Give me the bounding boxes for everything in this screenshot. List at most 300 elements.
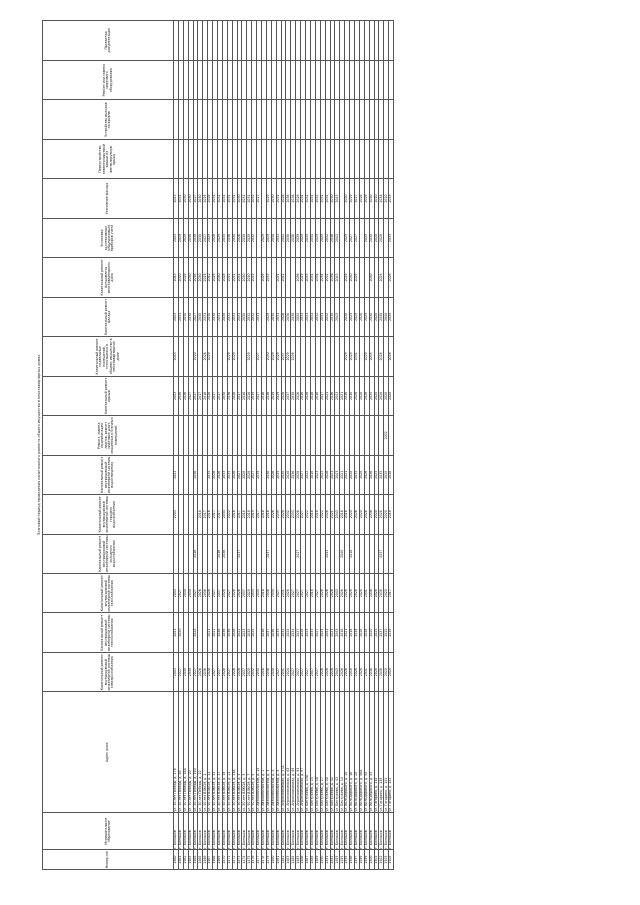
row-year-cell: 2030 bbox=[198, 297, 203, 336]
row-year-cell: 2022 bbox=[320, 495, 325, 534]
row-year-cell: 2038 bbox=[178, 376, 183, 415]
row-year-cell: 2029 bbox=[364, 337, 369, 376]
row-year-cell: 2037 bbox=[379, 613, 384, 652]
row-year-cell: 2027 bbox=[257, 179, 262, 218]
row-year-cell: 2018 bbox=[350, 534, 355, 573]
row-year-cell: 2031 bbox=[301, 179, 306, 218]
row-year-cell: 2037 bbox=[218, 652, 223, 691]
row-year-cell: 2029 bbox=[208, 218, 213, 257]
row-year-cell: 2042 bbox=[208, 258, 213, 297]
row-year-cell: 2026 bbox=[325, 455, 330, 494]
row-number: 1500 bbox=[369, 850, 374, 870]
row-year-cell: 2027 bbox=[301, 573, 306, 612]
row-address: ул. 50 лет ВЛКСМ, д. 9 bbox=[252, 692, 257, 813]
row-address: ул. Агрономическая, д. 65 bbox=[291, 692, 296, 813]
row-year-cell: 2027 bbox=[257, 337, 262, 376]
row-year-cell: 2027 bbox=[296, 652, 301, 691]
row-year-cell: 2021 bbox=[330, 613, 335, 652]
row-year-cell: 2028 bbox=[242, 455, 247, 494]
row-year-cell: 2029 bbox=[247, 218, 252, 257]
row-year-cell: 2021 bbox=[325, 376, 330, 415]
row-year-cell bbox=[389, 416, 394, 455]
row-municipality: г. Балашов bbox=[354, 813, 359, 850]
row-number: 1487 bbox=[306, 850, 311, 870]
row-municipality: г. Балашов bbox=[359, 813, 364, 850]
row-number: 1486 bbox=[301, 850, 306, 870]
row-address: ул. 30 лет Победы, д. 176 bbox=[174, 692, 179, 813]
row-year-cell: 2016 bbox=[262, 376, 267, 415]
row-address: ул. 30 лет Победы, д. 22 bbox=[198, 692, 203, 813]
row-year-cell: 2030 bbox=[369, 218, 374, 257]
row-year-cell: 2016 bbox=[345, 495, 350, 534]
row-year-cell: 2043 bbox=[174, 652, 179, 691]
row-municipality: г. Балашов bbox=[350, 813, 355, 850]
row-number: 1462 bbox=[183, 850, 188, 870]
row-year-cell: 2029 bbox=[286, 337, 291, 376]
row-year-cell: 2032 bbox=[325, 218, 330, 257]
row-year-cell: 2028 bbox=[359, 573, 364, 612]
row-year-cell: 2029 bbox=[218, 218, 223, 257]
header-work-5: Капитальный ремонт внутридомовой инженерной системы горячего водоснабжения bbox=[43, 495, 174, 534]
row-address: ул. 50 лет ВЛКСМ, д. 5 bbox=[242, 692, 247, 813]
row-year-cell: 2032 bbox=[325, 297, 330, 336]
row-year-cell: 2030 bbox=[271, 297, 276, 336]
row-municipality: г. Балашов bbox=[335, 813, 340, 850]
row-year-cell: 2030 bbox=[330, 297, 335, 336]
row-year-cell: 2024 bbox=[286, 652, 291, 691]
row-year-cell: 2027 bbox=[203, 218, 208, 257]
row-year-cell: 2032 bbox=[252, 179, 257, 218]
row-year-cell: 2039 bbox=[276, 495, 281, 534]
row-year-cell: 2036 bbox=[222, 534, 227, 573]
row-year-cell: 2026 bbox=[281, 179, 286, 218]
row-year-cell: 2028 bbox=[296, 455, 301, 494]
row-year-cell: 2043 bbox=[174, 258, 179, 297]
row-number: 1471 bbox=[227, 850, 232, 870]
row-year-cell: 2016 bbox=[203, 376, 208, 415]
row-year-cell: 2033 bbox=[266, 258, 271, 297]
row-address: ул. 40 лет ВЛКСМ, д. 11 bbox=[208, 692, 213, 813]
row-municipality: г. Балашов bbox=[345, 813, 350, 850]
row-year-cell: 2016 bbox=[232, 495, 237, 534]
row-year-cell: 2029 bbox=[262, 258, 267, 297]
row-year-cell: 2038 bbox=[379, 179, 384, 218]
row-municipality: г. Балашов bbox=[257, 813, 262, 850]
row-address: ул. Автомобилистов, д. 4 bbox=[271, 692, 276, 813]
row-year-cell: 2017 bbox=[198, 376, 203, 415]
row-year-cell: 2021 bbox=[330, 495, 335, 534]
row-municipality: г. Балашов bbox=[315, 813, 320, 850]
row-year-cell: 2026 bbox=[198, 652, 203, 691]
row-year-cell: 2023 bbox=[242, 613, 247, 652]
row-year-cell: 2016 bbox=[218, 534, 223, 573]
row-year-cell: 2028 bbox=[222, 652, 227, 691]
row-year-cell: 2031 bbox=[232, 258, 237, 297]
row-municipality: г. Балашов bbox=[198, 813, 203, 850]
row-address: ул. Гагарина, д. 152 bbox=[389, 692, 394, 813]
row-year-cell: 2026 bbox=[354, 495, 359, 534]
row-year-cell: 2036 bbox=[227, 613, 232, 652]
row-year-cell: 2016 bbox=[262, 495, 267, 534]
row-year-cell: 2040 bbox=[340, 534, 345, 573]
row-address: ул. 40 лет ВЛКСМ, д. 17 bbox=[218, 692, 223, 813]
row-year-cell: 2034 bbox=[315, 258, 320, 297]
row-year-cell: 2031 bbox=[310, 179, 315, 218]
row-year-cell: 2020 bbox=[374, 297, 379, 336]
row-year-cell: 2038 bbox=[286, 218, 291, 257]
row-year-cell: 2036 bbox=[369, 455, 374, 494]
row-year-cell: 2031 bbox=[310, 218, 315, 257]
row-number: 1472 bbox=[232, 850, 237, 870]
row-number: 1483 bbox=[286, 850, 291, 870]
row-year-cell: 2026 bbox=[354, 376, 359, 415]
row-number: 1496 bbox=[350, 850, 355, 870]
row-number: 1461 bbox=[178, 850, 183, 870]
row-year-cell: 2043 bbox=[335, 297, 340, 336]
row-year-cell: 2027 bbox=[257, 376, 262, 415]
row-year-cell: 2029 bbox=[345, 258, 350, 297]
row-year-cell: 2020 bbox=[384, 179, 389, 218]
row-year-cell: 2028 bbox=[222, 258, 227, 297]
row-year-cell: 2027 bbox=[178, 652, 183, 691]
row-year-cell: 2030 bbox=[183, 652, 188, 691]
row-year-cell: 2032 bbox=[247, 297, 252, 336]
row-year-cell: 2036 bbox=[227, 376, 232, 415]
row-year-cell: 2018 bbox=[315, 495, 320, 534]
row-address: ул. Автомобилистов, д. 3 bbox=[266, 692, 271, 813]
row-year-cell: 2029 bbox=[320, 218, 325, 257]
header-work-6: Капитальный ремонт внутридомовой инженерной системы водоотведения bbox=[43, 455, 174, 494]
row-year-cell: 2030 bbox=[271, 179, 276, 218]
row-number: 1489 bbox=[315, 850, 320, 870]
row-year-cell: 2035 bbox=[369, 376, 374, 415]
row-year-cell: 2031 bbox=[325, 179, 330, 218]
row-year-cell: 2029 bbox=[276, 376, 281, 415]
row-year-cell: 2030 bbox=[188, 179, 193, 218]
row-address: ул. Бестужева, д. 16 bbox=[315, 692, 320, 813]
row-year-cell: 2016 bbox=[193, 534, 198, 573]
row-year-cell: 2026 bbox=[232, 613, 237, 652]
row-number: 1464 bbox=[193, 850, 198, 870]
row-year-cell: 2017 bbox=[320, 376, 325, 415]
row-year-cell: 2020 bbox=[384, 613, 389, 652]
row-year-cell: 2022 bbox=[306, 495, 311, 534]
row-year-cell: 2036 bbox=[183, 376, 188, 415]
row-year-cell: 2027 bbox=[178, 573, 183, 612]
row-year-cell: 2031 bbox=[237, 258, 242, 297]
row-address: ул. 50 лет ВЛКСМ, д. 7 bbox=[247, 692, 252, 813]
row-year-cell: 2030 bbox=[271, 218, 276, 257]
row-address: ул. Володарского, д. 53 bbox=[369, 692, 374, 813]
row-year-cell: 2027 bbox=[193, 179, 198, 218]
row-year-cell bbox=[389, 100, 394, 139]
row-address: ул. Бестужева, д. 13А bbox=[306, 692, 311, 813]
row-municipality: г. Балашов bbox=[247, 813, 252, 850]
row-year-cell: 2032 bbox=[315, 297, 320, 336]
row-year-cell: 2031 bbox=[213, 179, 218, 218]
row-year-cell: 2021 bbox=[340, 376, 345, 415]
row-year-cell: 2029 bbox=[203, 179, 208, 218]
row-address: ул. Володарского, д. 20 bbox=[354, 692, 359, 813]
row-year-cell: 2027 bbox=[193, 652, 198, 691]
row-year-cell: 2031 bbox=[227, 297, 232, 336]
row-year-cell: 2043 bbox=[174, 613, 179, 652]
row-municipality: г. Балашов bbox=[222, 813, 227, 850]
row-year-cell: 2037 bbox=[266, 613, 271, 652]
row-year-cell: 2030 bbox=[198, 179, 203, 218]
row-year-cell: 2038 bbox=[291, 297, 296, 336]
row-year-cell: 2019 bbox=[271, 376, 276, 415]
row-year-cell: 2029 bbox=[266, 218, 271, 257]
row-municipality: г. Балашов bbox=[306, 813, 311, 850]
header-num: Номер п/п bbox=[43, 850, 174, 870]
row-year-cell: 2029 bbox=[364, 297, 369, 336]
row-address: ул. 30 лет Победы, д. 190 bbox=[193, 692, 198, 813]
header-work-17: Проектная документация bbox=[43, 21, 174, 61]
row-year-cell: 2031 bbox=[320, 179, 325, 218]
header-work-7: Ремонт, замена, модернизация лифтов, ремонт лифтовых шахт, машинных и блочных помещений bbox=[43, 416, 174, 455]
row-year-cell: 2027 bbox=[193, 573, 198, 612]
row-year-cell: 2020 bbox=[374, 376, 379, 415]
row-year-cell: 2030 bbox=[183, 179, 188, 218]
row-address: ул. Володарского, д. 46а bbox=[359, 692, 364, 813]
row-year-cell: 2026 bbox=[213, 455, 218, 494]
row-year-cell: 2028 bbox=[389, 258, 394, 297]
row-year-cell: 2035 bbox=[276, 455, 281, 494]
row-municipality: г. Балашов bbox=[320, 813, 325, 850]
row-year-cell: 2027 bbox=[306, 652, 311, 691]
row-year-cell: 2026 bbox=[320, 573, 325, 612]
row-year-cell: 2017 bbox=[213, 376, 218, 415]
repair-schedule-table bbox=[38, 20, 394, 870]
row-year-cell: 2033 bbox=[306, 258, 311, 297]
row-year-cell: 2041 bbox=[281, 218, 286, 257]
row-year-cell: 2018 bbox=[242, 495, 247, 534]
row-year-cell: 2032 bbox=[252, 297, 257, 336]
row-municipality: г. Балашов bbox=[286, 813, 291, 850]
row-municipality: г. Балашов bbox=[369, 813, 374, 850]
row-year-cell: 2029 bbox=[379, 258, 384, 297]
row-year-cell: 2018 bbox=[247, 495, 252, 534]
row-year-cell: 2026 bbox=[232, 573, 237, 612]
row-year-cell: 2035 bbox=[369, 337, 374, 376]
row-year-cell: 2032 bbox=[281, 613, 286, 652]
row-number: 1468 bbox=[213, 850, 218, 870]
row-municipality: г. Балашов bbox=[266, 813, 271, 850]
row-year-cell: 2026 bbox=[330, 573, 335, 612]
row-year-cell: 2028 bbox=[222, 573, 227, 612]
row-year-cell: 2037 bbox=[242, 652, 247, 691]
row-number: 1484 bbox=[291, 850, 296, 870]
row-year-cell: 2030 bbox=[222, 376, 227, 415]
row-year-cell: 2036 bbox=[369, 573, 374, 612]
row-municipality: г. Балашов bbox=[208, 813, 213, 850]
row-year-cell: 2028 bbox=[281, 495, 286, 534]
row-number: 1465 bbox=[198, 850, 203, 870]
header-work-1: Капитальный ремонт внутридомовой инженерной системы электроснабжения bbox=[43, 652, 174, 691]
row-year-cell: 2031 bbox=[320, 297, 325, 336]
row-year-cell: 2030 bbox=[188, 297, 193, 336]
row-address: ул. 50 лет ВЛКСМ, д. 23А bbox=[232, 692, 237, 813]
row-year-cell: 2020 bbox=[384, 652, 389, 691]
row-year-cell: 2028 bbox=[359, 376, 364, 415]
row-year-cell: 2031 bbox=[227, 179, 232, 218]
table-row bbox=[389, 21, 394, 870]
header-work-3: Капитальный ремонт внутридомовой инженерной системы газоснабжения bbox=[43, 573, 174, 612]
row-year-cell: 2018 bbox=[310, 376, 315, 415]
row-municipality: г. Балашов bbox=[310, 813, 315, 850]
row-year-cell: 2031 bbox=[276, 218, 281, 257]
row-year-cell: 2026 bbox=[271, 495, 276, 534]
row-number: 1499 bbox=[364, 850, 369, 870]
row-year-cell: 2033 bbox=[222, 218, 227, 257]
row-year-cell: 2030 bbox=[213, 297, 218, 336]
header-work-16: Ремонт или замена лифтового оборудования bbox=[43, 60, 174, 99]
row-year-cell: 2038 bbox=[193, 218, 198, 257]
row-year-cell: 2028 bbox=[374, 652, 379, 691]
row-year-cell: 2030 bbox=[232, 218, 237, 257]
row-year-cell: 2043 bbox=[335, 613, 340, 652]
row-year-cell: 2043 bbox=[335, 376, 340, 415]
row-year-cell: 2028 bbox=[247, 455, 252, 494]
header-address: Адрес дома bbox=[43, 692, 174, 813]
row-year-cell: 2029 bbox=[364, 218, 369, 257]
row-year-cell bbox=[389, 139, 394, 178]
row-year-cell: 2026 bbox=[237, 218, 242, 257]
row-year-cell: 2020 bbox=[178, 258, 183, 297]
row-year-cell: 2017 bbox=[203, 495, 208, 534]
row-year-cell: 2018 bbox=[310, 495, 315, 534]
row-year-cell: 2016 bbox=[266, 495, 271, 534]
row-number: 1475 bbox=[247, 850, 252, 870]
header-work-10: Капитальный ремонт фасада bbox=[43, 297, 174, 336]
header-work-13: Утепление фасада bbox=[43, 179, 174, 218]
row-year-cell: 2036 bbox=[203, 573, 208, 612]
row-year-cell: 2027 bbox=[296, 573, 301, 612]
row-year-cell: 2018 bbox=[310, 455, 315, 494]
row-year-cell: 2020 bbox=[374, 179, 379, 218]
row-year-cell: 2026 bbox=[345, 573, 350, 612]
row-year-cell: 2036 bbox=[296, 258, 301, 297]
row-year-cell: 2030 bbox=[350, 258, 355, 297]
row-year-cell: 2027 bbox=[350, 218, 355, 257]
row-number: 1479 bbox=[266, 850, 271, 870]
row-year-cell: 2028 bbox=[389, 337, 394, 376]
row-address: ул. Бестужева, д. 17 bbox=[320, 692, 325, 813]
row-year-cell: 2026 bbox=[340, 652, 345, 691]
row-year-cell: 2030 bbox=[198, 258, 203, 297]
row-year-cell: 2043 bbox=[335, 455, 340, 494]
row-year-cell: 2034 bbox=[222, 495, 227, 534]
row-year-cell: 2028 bbox=[379, 495, 384, 534]
row-year-cell: 2033 bbox=[257, 297, 262, 336]
row-year-cell: 2034 bbox=[389, 297, 394, 336]
row-year-cell: 2035 bbox=[379, 455, 384, 494]
row-year-cell: 2027 bbox=[301, 455, 306, 494]
row-year-cell: 2026 bbox=[325, 652, 330, 691]
row-year-cell: 2031 bbox=[281, 573, 286, 612]
row-municipality: г. Балашов bbox=[174, 813, 179, 850]
row-year-cell: 2030 bbox=[208, 297, 213, 336]
row-year-cell: 2016 bbox=[345, 376, 350, 415]
row-year-cell: 2029 bbox=[183, 218, 188, 257]
row-year-cell: 2027 bbox=[306, 573, 311, 612]
row-year-cell: 2027 bbox=[315, 613, 320, 652]
row-year-cell: 2030 bbox=[242, 258, 247, 297]
row-municipality: г. Балашов bbox=[203, 813, 208, 850]
row-year-cell: 2030 bbox=[242, 218, 247, 257]
row-year-cell: 2030 bbox=[291, 376, 296, 415]
row-year-cell: 2036 bbox=[271, 613, 276, 652]
row-year-cell: 2020 bbox=[374, 495, 379, 534]
row-year-cell: 2026 bbox=[325, 495, 330, 534]
row-year-cell: 2030 bbox=[188, 218, 193, 257]
header-row bbox=[43, 21, 174, 870]
row-year-cell: 2031 bbox=[232, 179, 237, 218]
header-work-12: Установка коллективных (общедомовых) приборов учета bbox=[43, 218, 174, 257]
row-year-cell: 2030 bbox=[188, 258, 193, 297]
row-year-cell: 2043 bbox=[325, 534, 330, 573]
row-municipality: г. Балашов bbox=[296, 813, 301, 850]
row-year-cell: 2027 bbox=[227, 573, 232, 612]
row-year-cell: 2038 bbox=[291, 218, 296, 257]
row-year-cell: 2043 bbox=[174, 573, 179, 612]
row-year-cell: 2027 bbox=[296, 534, 301, 573]
row-municipality: г. Балашов bbox=[227, 813, 232, 850]
row-year-cell: 2035 bbox=[247, 613, 252, 652]
row-year-cell: 2022 bbox=[237, 613, 242, 652]
row-address: ул. 30 лет Победы, д. 20 bbox=[188, 692, 193, 813]
row-year-cell: 2027 bbox=[237, 455, 242, 494]
row-year-cell: 2032 bbox=[384, 416, 389, 455]
row-year-cell: 2029 bbox=[364, 179, 369, 218]
row-year-cell: 2028 bbox=[379, 376, 384, 415]
row-year-cell: 2030 bbox=[198, 218, 203, 257]
row-year-cell: 2029 bbox=[213, 258, 218, 297]
row-year-cell: 2019 bbox=[389, 613, 394, 652]
row-municipality: г. Балашов bbox=[178, 813, 183, 850]
row-year-cell: 2030 bbox=[271, 652, 276, 691]
row-number: 1480 bbox=[271, 850, 276, 870]
row-year-cell: 2033 bbox=[389, 218, 394, 257]
row-year-cell: 2032 bbox=[325, 258, 330, 297]
row-year-cell: 2034 bbox=[257, 573, 262, 612]
row-year-cell: 2018 bbox=[310, 573, 315, 612]
row-year-cell: 2031 bbox=[310, 297, 315, 336]
row-number: 1498 bbox=[359, 850, 364, 870]
row-year-cell: 2026 bbox=[208, 573, 213, 612]
row-year-cell: 2033 bbox=[306, 218, 311, 257]
row-year-cell: 2026 bbox=[247, 376, 252, 415]
row-year-cell: 2018 bbox=[198, 495, 203, 534]
row-year-cell bbox=[389, 21, 394, 61]
row-year-cell: 2029 bbox=[354, 297, 359, 336]
row-year-cell: 2037 bbox=[379, 534, 384, 573]
row-year-cell: 2029 bbox=[350, 337, 355, 376]
row-year-cell: 2020 bbox=[359, 495, 364, 534]
row-year-cell: 2033 bbox=[252, 573, 257, 612]
row-year-cell: 2022 bbox=[213, 613, 218, 652]
row-address: ул. Бестужева, д. 41 bbox=[330, 692, 335, 813]
header-work-4: Капитальный ремонт внутридомовой инженерной системы холодного водоснабжения bbox=[43, 534, 174, 573]
row-address: ул. Володарского, д. 50 bbox=[364, 692, 369, 813]
row-address: ул. Володарского, д. 14 bbox=[345, 692, 350, 813]
row-number: 1474 bbox=[242, 850, 247, 870]
row-address: ул. Агрономическая, д. 87 bbox=[301, 692, 306, 813]
row-number: 1491 bbox=[325, 850, 330, 870]
row-year-cell: 2030 bbox=[183, 297, 188, 336]
row-year-cell: 2018 bbox=[350, 376, 355, 415]
